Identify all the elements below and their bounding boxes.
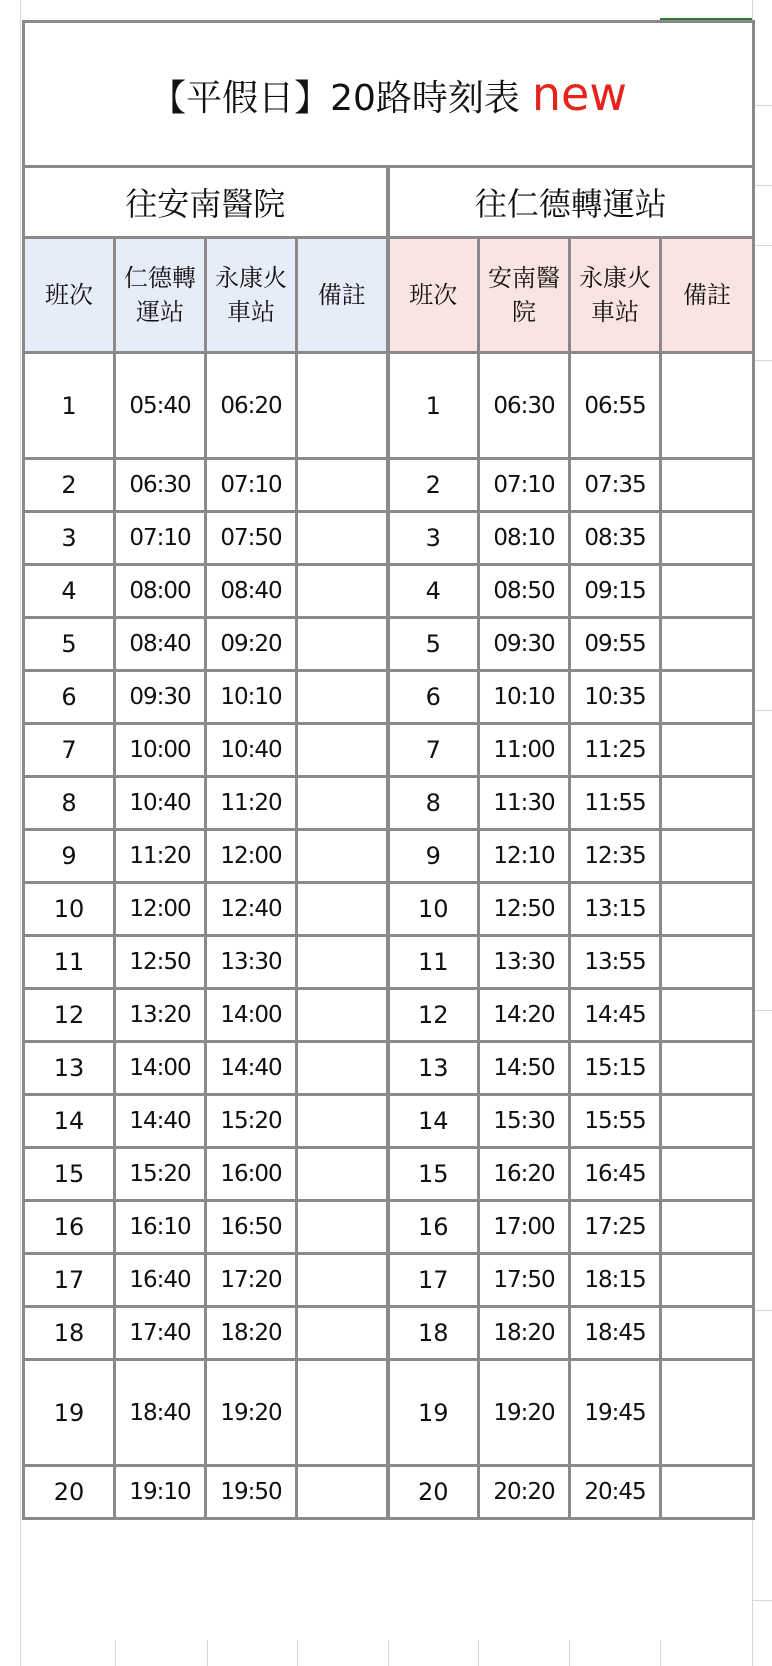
table-row [24,1042,754,1095]
time-cell[interactable]: 19:50 [206,1466,297,1519]
title-cell[interactable] [24,22,754,167]
trip-no-cell[interactable]: 16 [388,1201,479,1254]
note-cell[interactable] [297,883,388,936]
note-cell[interactable] [297,565,388,618]
table-row [24,512,754,565]
time-cell[interactable]: 19:20 [479,1360,570,1466]
time-cell[interactable]: 08:50 [479,565,570,618]
time-cell[interactable]: 14:20 [479,989,570,1042]
time-cell[interactable]: 17:00 [479,1201,570,1254]
note-cell[interactable] [297,1466,388,1519]
note-cell[interactable] [661,353,754,459]
header-label: 運站 [136,298,184,326]
trip-no-cell[interactable]: 18 [388,1307,479,1360]
time-cell[interactable]: 15:55 [570,1095,661,1148]
table-row [24,1466,754,1519]
trip-no-cell[interactable]: 1 [388,353,479,459]
time-cell[interactable]: 15:30 [479,1095,570,1148]
header-label: 仁德轉 [124,264,196,292]
note-cell[interactable] [661,618,754,671]
time-cell[interactable]: 13:15 [570,883,661,936]
time-cell[interactable]: 12:10 [479,830,570,883]
time-cell[interactable]: 09:30 [479,618,570,671]
note-cell[interactable] [297,724,388,777]
time-cell[interactable]: 09:15 [570,565,661,618]
time-cell[interactable]: 16:45 [570,1148,661,1201]
trip-no-cell[interactable]: 8 [388,777,479,830]
column-header-note[interactable] [661,238,754,353]
note-cell[interactable] [297,1307,388,1360]
header-label: 永康火 [215,264,287,292]
time-cell[interactable]: 17:20 [206,1254,297,1307]
time-cell[interactable]: 14:40 [206,1042,297,1095]
trip-no-cell[interactable]: 5 [388,618,479,671]
table-row [24,459,754,512]
trip-no-cell[interactable]: 7 [388,724,479,777]
time-cell[interactable]: 09:30 [115,671,206,724]
trip-no-cell[interactable]: 10 [24,883,115,936]
header-label: 備註 [317,281,366,309]
table-row [24,883,754,936]
note-cell[interactable] [661,459,754,512]
time-cell[interactable]: 14:45 [570,989,661,1042]
time-cell[interactable]: 12:00 [115,883,206,936]
time-cell[interactable]: 18:20 [479,1307,570,1360]
note-cell[interactable] [297,1201,388,1254]
grid-line [20,0,21,1666]
column-header-trip-no[interactable] [388,238,479,353]
trip-no-cell[interactable]: 19 [24,1360,115,1466]
time-cell[interactable]: 14:00 [206,989,297,1042]
grid-line [115,1640,116,1666]
table-row [24,1095,754,1148]
table-row [24,565,754,618]
table-row [24,618,754,671]
time-cell[interactable]: 11:00 [479,724,570,777]
note-cell[interactable] [661,512,754,565]
note-cell[interactable] [661,883,754,936]
time-cell[interactable]: 13:20 [115,989,206,1042]
time-cell[interactable]: 07:10 [206,459,297,512]
trip-no-cell[interactable]: 5 [24,618,115,671]
time-cell[interactable]: 16:50 [206,1201,297,1254]
note-cell[interactable] [661,1466,754,1519]
note-cell[interactable] [297,671,388,724]
time-cell[interactable]: 16:20 [479,1148,570,1201]
table-row [24,1201,754,1254]
time-cell[interactable]: 10:35 [570,671,661,724]
trip-no-cell[interactable]: 14 [388,1095,479,1148]
grid-line [297,1640,298,1666]
time-cell[interactable]: 15:20 [115,1148,206,1201]
time-cell[interactable]: 07:35 [570,459,661,512]
header-label: 車站 [591,298,639,326]
note-cell[interactable] [661,1042,754,1095]
grid-line [752,1600,772,1601]
trip-no-cell[interactable]: 12 [388,989,479,1042]
grid-line [478,1640,479,1666]
time-cell[interactable]: 10:10 [206,671,297,724]
note-cell[interactable] [661,1201,754,1254]
time-cell[interactable]: 11:25 [570,724,661,777]
time-cell[interactable]: 08:40 [206,565,297,618]
time-cell[interactable]: 16:10 [115,1201,206,1254]
trip-no-cell[interactable]: 15 [388,1148,479,1201]
trip-no-cell[interactable]: 14 [24,1095,115,1148]
note-cell[interactable] [297,936,388,989]
time-cell[interactable]: 10:00 [115,724,206,777]
time-cell[interactable]: 14:00 [115,1042,206,1095]
time-cell[interactable]: 20:45 [570,1466,661,1519]
note-cell[interactable] [661,1095,754,1148]
time-cell[interactable]: 17:40 [115,1307,206,1360]
time-cell[interactable]: 11:30 [479,777,570,830]
trip-no-cell[interactable]: 8 [24,777,115,830]
trip-no-cell[interactable]: 4 [24,565,115,618]
table-row [24,671,754,724]
trip-no-cell[interactable]: 15 [24,1148,115,1201]
trip-no-cell[interactable]: 17 [388,1254,479,1307]
time-cell[interactable]: 11:20 [115,830,206,883]
note-cell[interactable] [661,1307,754,1360]
header-label: 班次 [409,281,458,309]
trip-no-cell[interactable]: 11 [388,936,479,989]
trip-no-cell[interactable]: 18 [24,1307,115,1360]
note-cell[interactable] [661,1254,754,1307]
trip-no-cell[interactable]: 6 [24,671,115,724]
note-cell[interactable] [297,777,388,830]
trip-no-cell[interactable]: 16 [24,1201,115,1254]
note-cell[interactable] [661,671,754,724]
trip-no-cell[interactable]: 4 [388,565,479,618]
note-cell[interactable] [661,830,754,883]
header-label: 安南醫 [488,264,560,292]
time-cell[interactable]: 10:40 [115,777,206,830]
grid-line [388,1640,389,1666]
time-cell[interactable]: 10:40 [206,724,297,777]
trip-no-cell[interactable]: 13 [388,1042,479,1095]
column-header-stop2[interactable] [570,238,661,353]
time-cell[interactable]: 14:40 [115,1095,206,1148]
trip-no-cell[interactable]: 6 [388,671,479,724]
trip-no-cell[interactable]: 20 [24,1466,115,1519]
note-cell[interactable] [297,830,388,883]
time-cell[interactable]: 12:00 [206,830,297,883]
time-cell[interactable]: 15:20 [206,1095,297,1148]
table-row [24,1254,754,1307]
time-cell[interactable]: 18:40 [115,1360,206,1466]
note-cell[interactable] [297,353,388,459]
table-row [24,777,754,830]
column-header-trip-no[interactable] [24,238,115,353]
time-cell[interactable]: 19:45 [570,1360,661,1466]
time-cell[interactable]: 11:55 [570,777,661,830]
time-cell[interactable]: 19:10 [115,1466,206,1519]
header-label: 備註 [683,281,731,309]
note-cell[interactable] [661,724,754,777]
grid-line [660,1640,661,1666]
header-label: 永康火 [579,264,651,292]
time-cell[interactable]: 09:55 [570,618,661,671]
table-row [24,1148,754,1201]
time-cell[interactable]: 12:40 [206,883,297,936]
time-cell[interactable]: 13:30 [479,936,570,989]
trip-no-cell[interactable]: 3 [388,512,479,565]
column-header-note[interactable] [297,238,388,353]
trip-no-cell[interactable]: 3 [24,512,115,565]
time-cell[interactable]: 20:20 [479,1466,570,1519]
time-cell[interactable]: 18:45 [570,1307,661,1360]
grid-line [569,1640,570,1666]
time-cell[interactable]: 11:20 [206,777,297,830]
time-cell[interactable]: 19:20 [206,1360,297,1466]
note-cell[interactable] [661,1360,754,1466]
time-cell[interactable]: 08:10 [479,512,570,565]
time-cell[interactable]: 06:30 [115,459,206,512]
header-label: 車站 [227,298,275,326]
note-cell[interactable] [661,1148,754,1201]
column-header-stop1[interactable] [115,238,206,353]
time-cell[interactable]: 06:20 [206,353,297,459]
column-header-stop1[interactable] [479,238,570,353]
time-cell[interactable]: 07:50 [206,512,297,565]
note-cell[interactable] [297,618,388,671]
time-cell[interactable]: 18:20 [206,1307,297,1360]
note-cell[interactable] [661,565,754,618]
note-cell[interactable] [297,989,388,1042]
trip-no-cell[interactable]: 9 [24,830,115,883]
trip-no-cell[interactable]: 11 [24,936,115,989]
table-row [24,1360,754,1466]
trip-no-cell[interactable]: 10 [388,883,479,936]
time-cell[interactable]: 06:30 [479,353,570,459]
time-cell[interactable]: 17:50 [479,1254,570,1307]
direction-header-right[interactable]: 往仁德轉運站 [388,167,754,238]
time-cell[interactable]: 17:25 [570,1201,661,1254]
page-title: 【平假日】20路時刻表 [150,78,520,119]
time-cell[interactable]: 16:40 [115,1254,206,1307]
table-row [24,936,754,989]
column-header-stop2[interactable] [206,238,297,353]
time-cell[interactable]: 12:50 [479,883,570,936]
grid-line [207,1640,208,1666]
header-label: 班次 [45,281,93,309]
note-cell[interactable] [297,459,388,512]
time-cell[interactable]: 08:40 [115,618,206,671]
time-cell[interactable]: 10:10 [479,671,570,724]
time-cell[interactable]: 07:10 [115,512,206,565]
time-cell[interactable]: 08:35 [570,512,661,565]
trip-no-cell[interactable]: 17 [24,1254,115,1307]
trip-no-cell[interactable]: 2 [388,459,479,512]
table-row [24,989,754,1042]
time-cell[interactable]: 06:55 [570,353,661,459]
time-cell[interactable]: 07:10 [479,459,570,512]
table-row [24,830,754,883]
time-cell[interactable]: 15:15 [570,1042,661,1095]
note-cell[interactable] [297,512,388,565]
time-cell[interactable]: 05:40 [115,353,206,459]
trip-no-cell[interactable]: 9 [388,830,479,883]
trip-no-cell[interactable]: 20 [388,1466,479,1519]
trip-no-cell[interactable]: 2 [24,459,115,512]
direction-header-left[interactable]: 往安南醫院 [24,167,388,238]
trip-no-cell[interactable]: 13 [24,1042,115,1095]
time-cell[interactable]: 12:50 [115,936,206,989]
table-row [24,1307,754,1360]
note-cell[interactable] [297,1360,388,1466]
table-row [24,353,754,459]
time-cell[interactable]: 09:20 [206,618,297,671]
trip-no-cell[interactable]: 1 [24,353,115,459]
time-cell[interactable]: 14:50 [479,1042,570,1095]
note-cell[interactable] [661,777,754,830]
note-cell[interactable] [661,936,754,989]
timetable [22,20,755,1520]
time-cell[interactable]: 13:30 [206,936,297,989]
trip-no-cell[interactable]: 7 [24,724,115,777]
time-cell[interactable]: 18:15 [570,1254,661,1307]
trip-no-cell[interactable]: 12 [24,989,115,1042]
new-badge: new [531,67,627,121]
trip-no-cell[interactable]: 19 [388,1360,479,1466]
time-cell[interactable]: 13:55 [570,936,661,989]
note-cell[interactable] [297,1148,388,1201]
note-cell[interactable] [297,1254,388,1307]
note-cell[interactable] [661,989,754,1042]
time-cell[interactable]: 12:35 [570,830,661,883]
time-cell[interactable]: 16:00 [206,1148,297,1201]
note-cell[interactable] [297,1095,388,1148]
time-cell[interactable]: 08:00 [115,565,206,618]
note-cell[interactable] [297,1042,388,1095]
table-row [24,724,754,777]
header-label: 院 [512,298,536,326]
